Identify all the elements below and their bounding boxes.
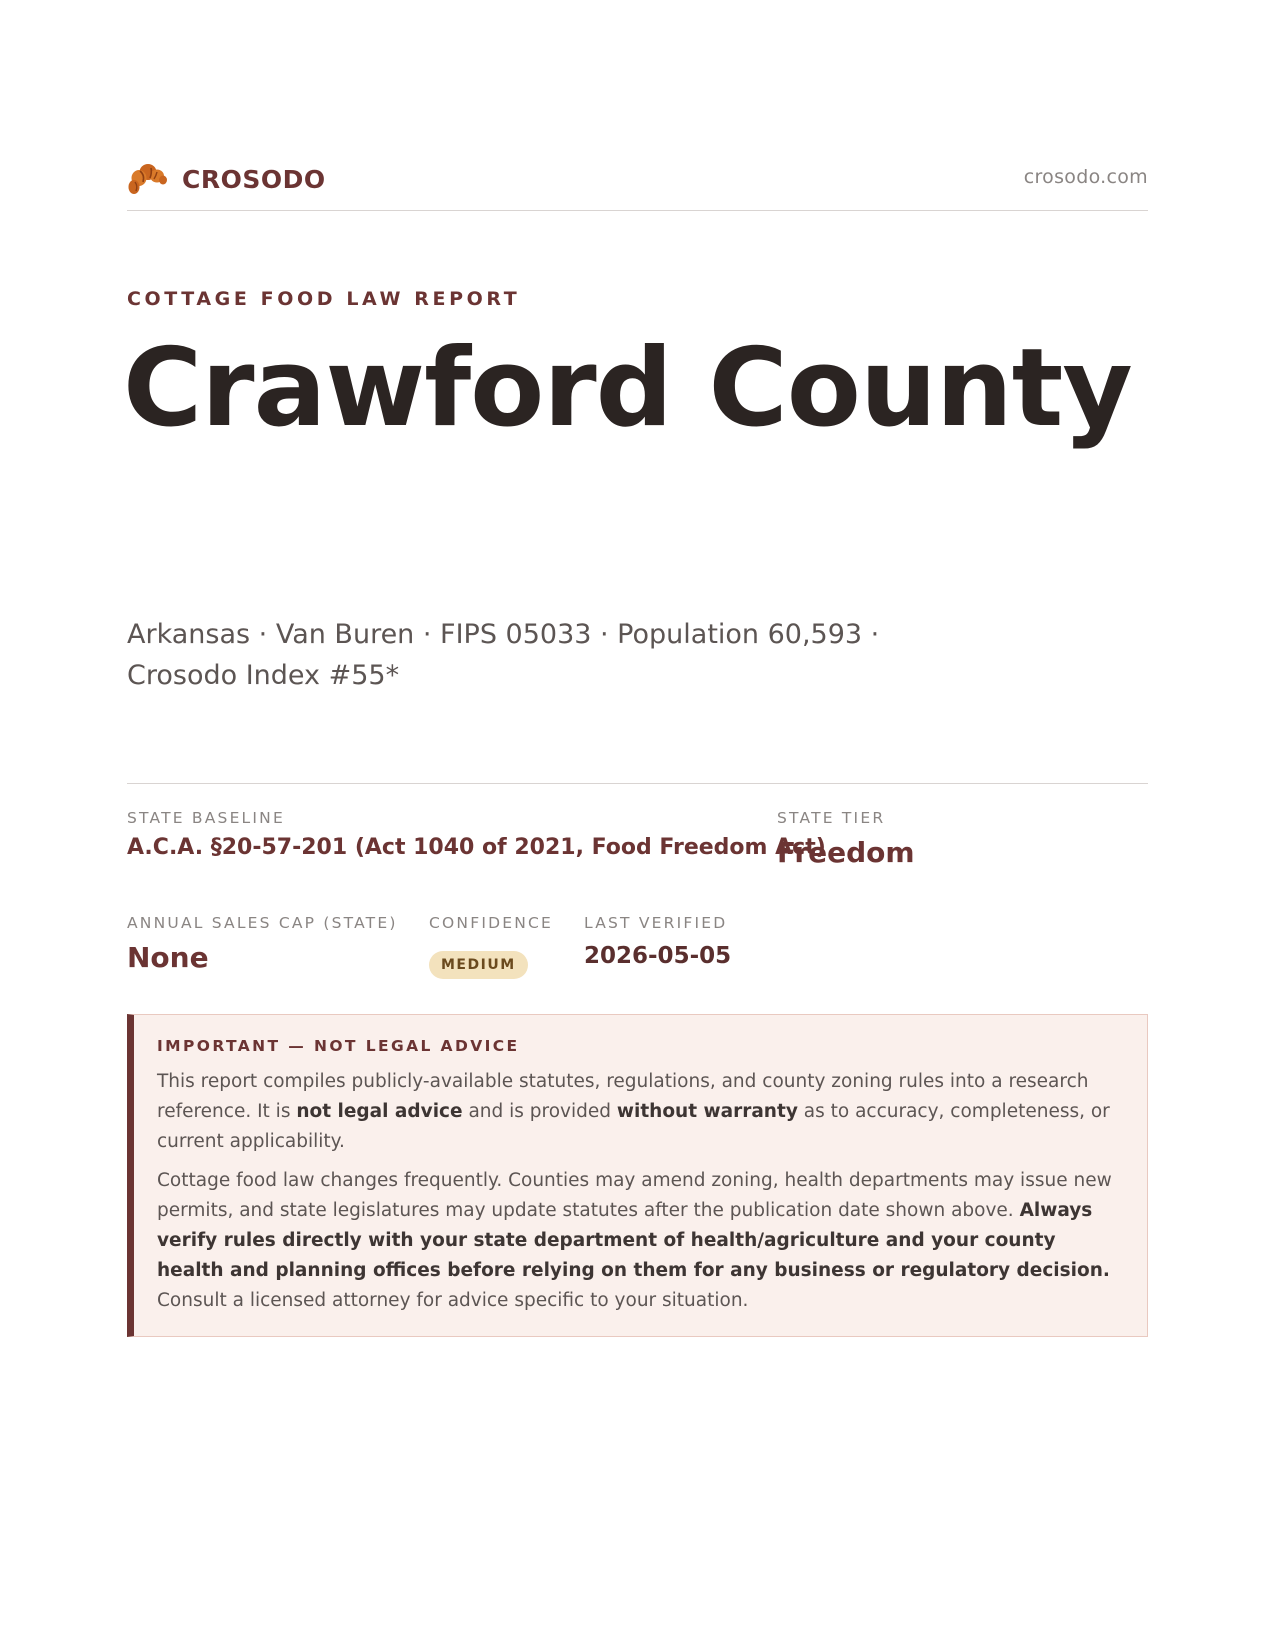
- legal-disclaimer: [127, 1014, 1148, 1337]
- disclaimer-text: This report compiles publicly-available statutes, regulations, and county zoning rules into a research reference. It is: [157, 1071, 1089, 1122]
- report-subtitle: [127, 614, 907, 696]
- page-title: Crawford County: [123, 326, 1132, 451]
- confidence-badge: MEDIUM: [429, 951, 528, 979]
- brand-name: CROSODO: [182, 164, 326, 194]
- disclaimer-text: as to accuracy, completeness, or current applicability.: [157, 1101, 1110, 1152]
- state-baseline-label: STATE BASELINE: [127, 809, 285, 827]
- disclaimer-emphasis: Always verify rules directly with your state department of health/agriculture and your county health and planning offices before relying on them for any business or regulatory decision.: [157, 1200, 1110, 1281]
- state-tier-value: Freedom: [777, 836, 915, 869]
- page-header: [127, 160, 1148, 211]
- croissant-icon: [127, 160, 167, 198]
- disclaimer-text: and is provided: [462, 1101, 617, 1122]
- disclaimer-emphasis: without warranty: [616, 1101, 798, 1122]
- brand: [127, 160, 326, 198]
- section-divider: [127, 783, 1148, 784]
- state-tier-label: STATE TIER: [777, 809, 886, 827]
- disclaimer-paragraph-1: [157, 1067, 1125, 1157]
- disclaimer-heading: IMPORTANT — NOT LEGAL ADVICE: [157, 1037, 520, 1055]
- last-verified-label: LAST VERIFIED: [584, 914, 728, 932]
- disclaimer-paragraph-2: [157, 1166, 1125, 1316]
- report-page: [123, 0, 1148, 1650]
- last-verified-value: 2026-05-05: [584, 943, 732, 969]
- state-baseline-value: A.C.A. §20-57-201 (Act 1040 of 2021, Food Freedom Act): [127, 835, 826, 860]
- disclaimer-emphasis: not legal advice: [296, 1101, 463, 1122]
- report-eyebrow: COTTAGE FOOD LAW REPORT: [127, 288, 521, 310]
- annual-sales-cap-label: ANNUAL SALES CAP (STATE): [127, 914, 398, 932]
- disclaimer-text: Consult a licensed attorney for advice specific to your situation.: [157, 1290, 749, 1311]
- confidence-label: CONFIDENCE: [429, 914, 554, 932]
- site-url[interactable]: crosodo.com: [1023, 166, 1148, 188]
- subtitle-line-2: Crosodo Index #55*: [127, 660, 400, 691]
- annual-sales-cap-value: None: [127, 941, 209, 974]
- subtitle-line-1: Arkansas · Van Buren · FIPS 05033 · Population 60,593 ·: [127, 619, 880, 650]
- disclaimer-text: Cottage food law changes frequently. Counties may amend zoning, health departments may issue new permits, and state legislatures may update statutes after the publication date shown above.: [157, 1170, 1112, 1221]
